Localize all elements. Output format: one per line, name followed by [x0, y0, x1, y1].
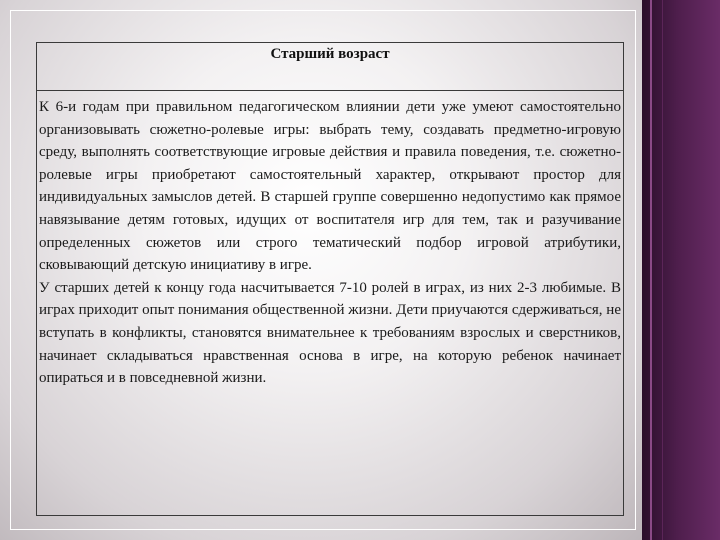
paragraph-2: У старших детей к концу года насчитывается 7-10 ролей в играх, из них 2-3 любимые. В играх приходит опыт понимания общественной жизни. Дети приучаются сдерживаться, не вступать в конфликты, становятся внимательнее к требованиям взрослых и сверстников, начинает складываться нравственная основа в игре, на которую ребенок начинает опираться и в повседневной жизни. — [39, 279, 621, 387]
side-stripe-thin — [662, 0, 663, 540]
text-table — [36, 42, 624, 516]
side-stripe — [650, 0, 652, 540]
page-title: Старший возраст — [270, 46, 390, 62]
side-decoration-band — [642, 0, 720, 540]
paragraph-1: К 6-и годам при правильном педагогическом влиянии дети уже умеют самостоятельно организовывать сюжетно-ролевые игры: выбрать тему, создавать предметно-игровую среду, выполнять соответствующие игровые действия и правила поведения, т.е. сюжетно-ролевые игры приобретают самостоятельный характер, открывают простор для индивидуальных замыслов детей. В старшей группе совершенно недопустимо как прямое навязывание детям готовых, идущих от воспитателя игр для тем, так и разучивание определенных сюжетов или строго тематический подбор игровой атрибутики, сковывающий детскую инициативу в игре. — [39, 99, 621, 274]
body-cell — [37, 91, 623, 390]
title-cell — [37, 43, 623, 91]
